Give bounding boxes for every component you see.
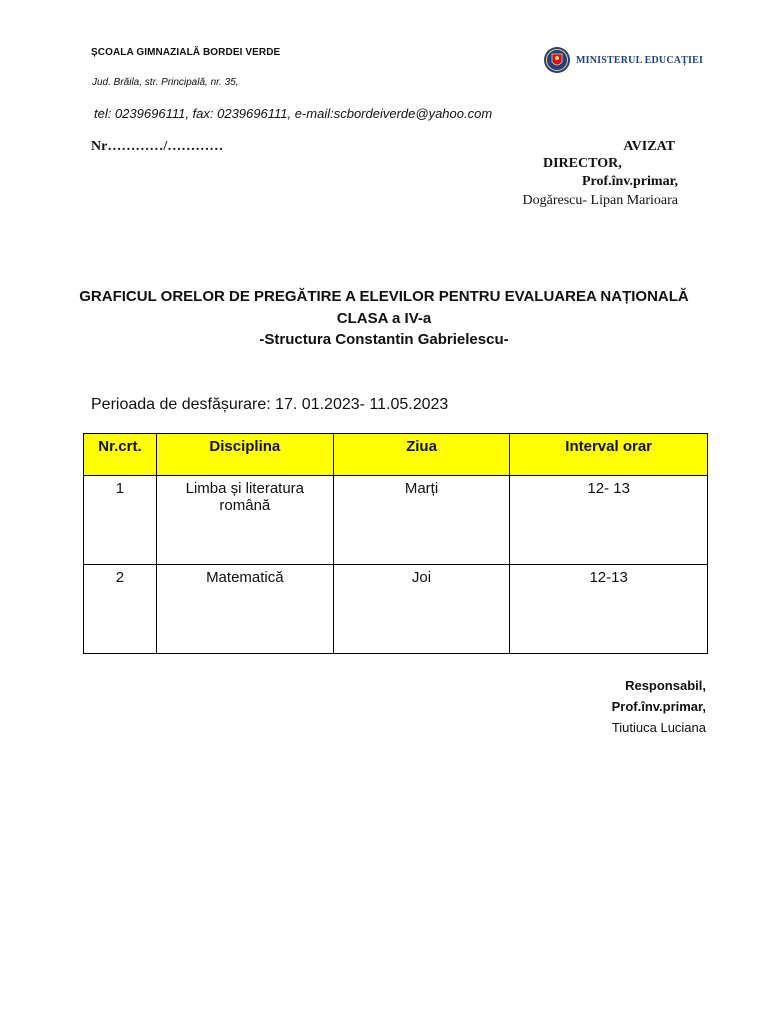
class-title: CLASA a IV-a <box>336 310 432 327</box>
header-nr: Nr.crt. <box>84 434 157 476</box>
schedule-table <box>83 433 708 654</box>
structure-title: -Structura Constantin Gabrielescu- <box>259 331 509 348</box>
header-interval: Interval orar <box>510 434 708 476</box>
cell-interval: 12-13 <box>510 565 708 654</box>
ministry-logo <box>543 44 703 76</box>
coat-of-arms-icon <box>543 45 571 75</box>
table-header-row <box>84 434 708 476</box>
director-label: DIRECTOR, <box>543 156 622 171</box>
director-title: Prof.înv.primar, <box>581 174 678 189</box>
table-row <box>84 476 708 565</box>
approval-label: AVIZAT <box>623 139 675 154</box>
director-name: Dogărescu- Lipan Marioara <box>522 193 678 208</box>
cell-nr: 1 <box>84 476 157 565</box>
responsible-name: Tiutiuca Luciana <box>611 720 706 735</box>
cell-discipline: Limba și literatura română <box>156 476 333 565</box>
header-discipline: Disciplina <box>156 434 333 476</box>
cell-discipline: Matematică <box>156 565 333 654</box>
ministry-name: MINISTERUL EDUCAȚIEI <box>576 54 704 66</box>
header-day: Ziua <box>333 434 510 476</box>
table-row <box>84 565 708 654</box>
registration-number: Nr…………/………… <box>91 139 224 154</box>
school-name: ȘCOALA GIMNAZIALĂ BORDEI VERDE <box>91 47 281 58</box>
school-address: Jud. Brăila, str. Principală, nr. 35, <box>92 77 239 88</box>
responsible-title: Prof.înv.primar, <box>611 699 706 714</box>
cell-interval: 12- 13 <box>510 476 708 565</box>
cell-day: Marți <box>333 476 510 565</box>
responsible-label: Responsabil, <box>625 678 706 693</box>
cell-day: Joi <box>333 565 510 654</box>
school-contact: tel: 0239696111, fax: 0239696111, e-mail:scbordeiverde@yahoo.com <box>94 106 493 121</box>
cell-nr: 2 <box>84 565 157 654</box>
period-text: Perioada de desfășurare: 17. 01.2023- 11.05.2023 <box>91 396 449 413</box>
document-title: GRAFICUL ORELOR DE PREGĂTIRE A ELEVILOR PENTRU EVALUAREA NAȚIONALĂ <box>79 288 689 305</box>
